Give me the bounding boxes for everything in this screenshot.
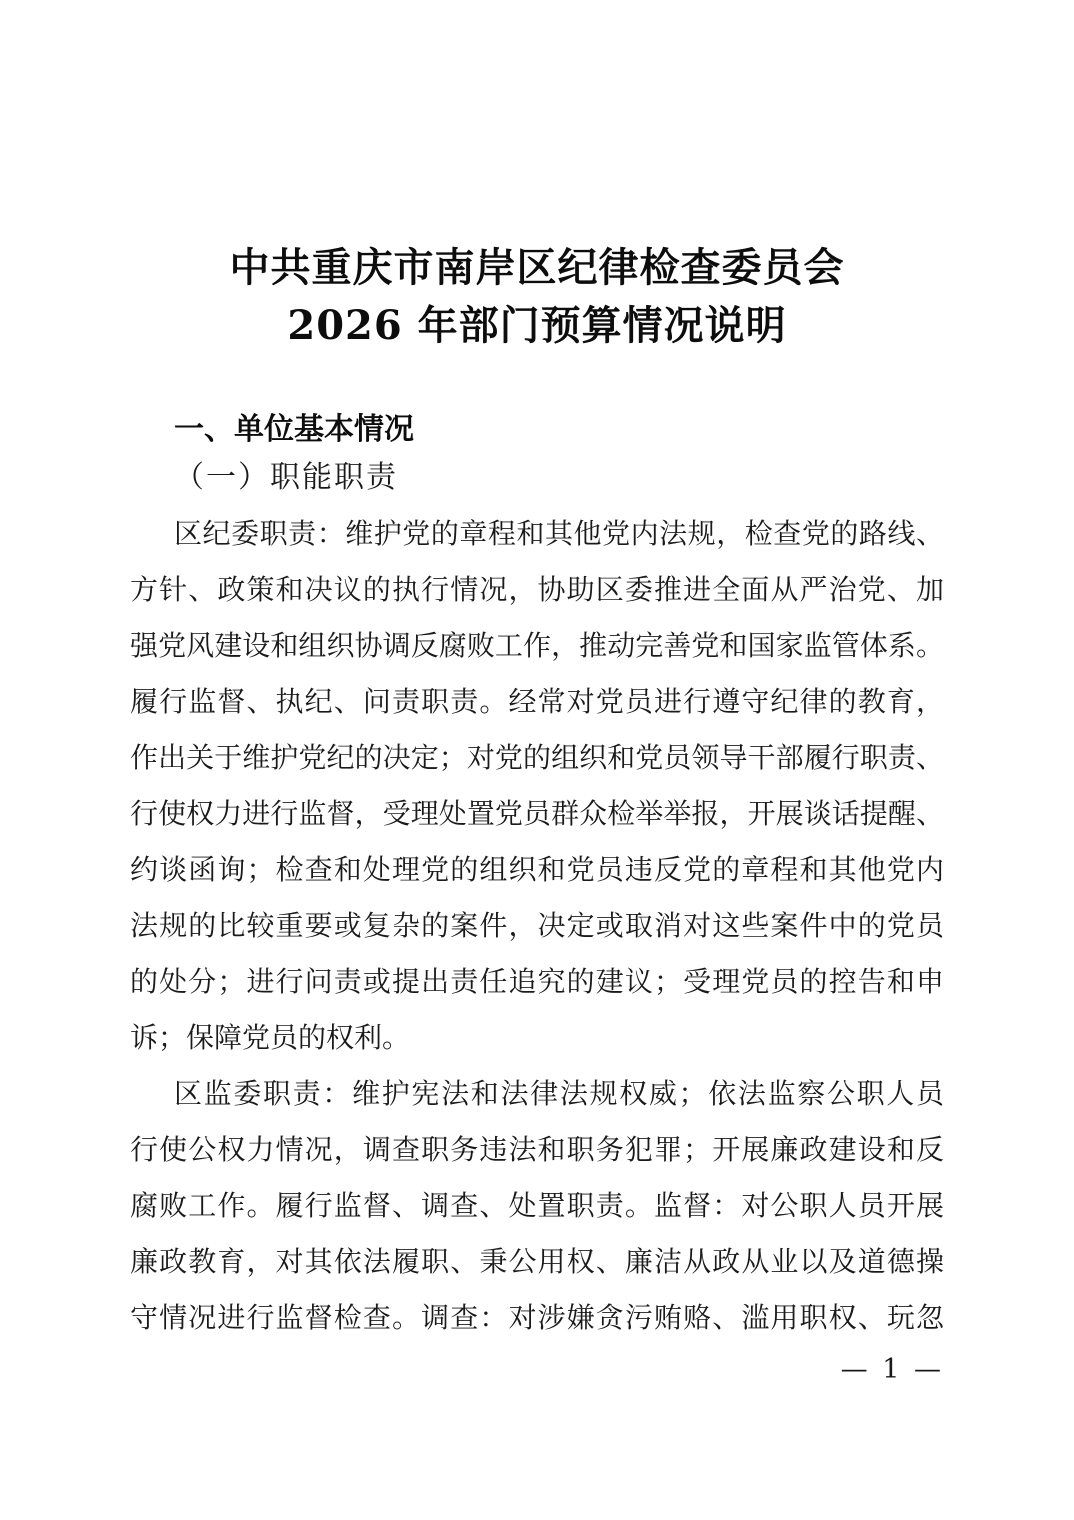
body-line: 守情况进行监督检查。调查：对涉嫌贪污贿赂、滥用职权、玩忽 [130, 1301, 944, 1334]
body-line: 廉政教育，对其依法履职、秉公用权、廉洁从政从业以及道德操 [130, 1245, 944, 1278]
page-number: — 1 — [840, 1354, 944, 1385]
subsection-heading-duties: （一）职能职责 [174, 460, 398, 495]
body-line: 履行监督、执纪、问责职责。经常对党员进行遵守纪律的教育， [130, 685, 944, 718]
title-line-1: 中共重庆市南岸区纪律检查委员会 [229, 244, 845, 291]
paragraph-discipline-commission-duties [130, 506, 944, 1066]
body-line: 区纪委职责：维护党的章程和其他党内法规，检查党的路线、 [174, 517, 944, 550]
body-line: 作出关于维护党纪的决定；对党的组织和党员领导干部履行职责、 [130, 741, 944, 774]
body-line: 强党风建设和组织协调反腐败工作，推动完善党和国家监管体系。 [130, 629, 944, 662]
body-line: 行使公权力情况，调查职务违法和职务犯罪；开展廉政建设和反 [130, 1133, 944, 1166]
title-line-2: 2026 年部门预算情况说明 [287, 302, 787, 349]
section-heading-unit-basic-info: 一、单位基本情况 [174, 412, 414, 447]
document-title [0, 0, 1074, 355]
body-line: 诉；保障党员的权利。 [130, 1021, 411, 1054]
body-line: 的处分；进行问责或提出责任追究的建议；受理党员的控告和申 [130, 965, 944, 998]
body-line: 行使权力进行监督，受理处置党员群众检举举报，开展谈话提醒、 [130, 797, 944, 830]
document-body [130, 408, 944, 1346]
paragraph-supervision-commission-duties [130, 1066, 944, 1346]
body-line: 法规的比较重要或复杂的案件，决定或取消对这些案件中的党员 [130, 909, 944, 942]
body-line: 约谈函询；检查和处理党的组织和党员违反党的章程和其他党内 [130, 853, 944, 886]
body-line: 区监委职责：维护宪法和法律法规权威；依法监察公职人员 [174, 1077, 944, 1110]
body-line: 腐败工作。履行监督、调查、处置职责。监督：对公职人员开展 [130, 1189, 944, 1222]
body-line: 方针、政策和决议的执行情况，协助区委推进全面从严治党、加 [130, 573, 944, 606]
